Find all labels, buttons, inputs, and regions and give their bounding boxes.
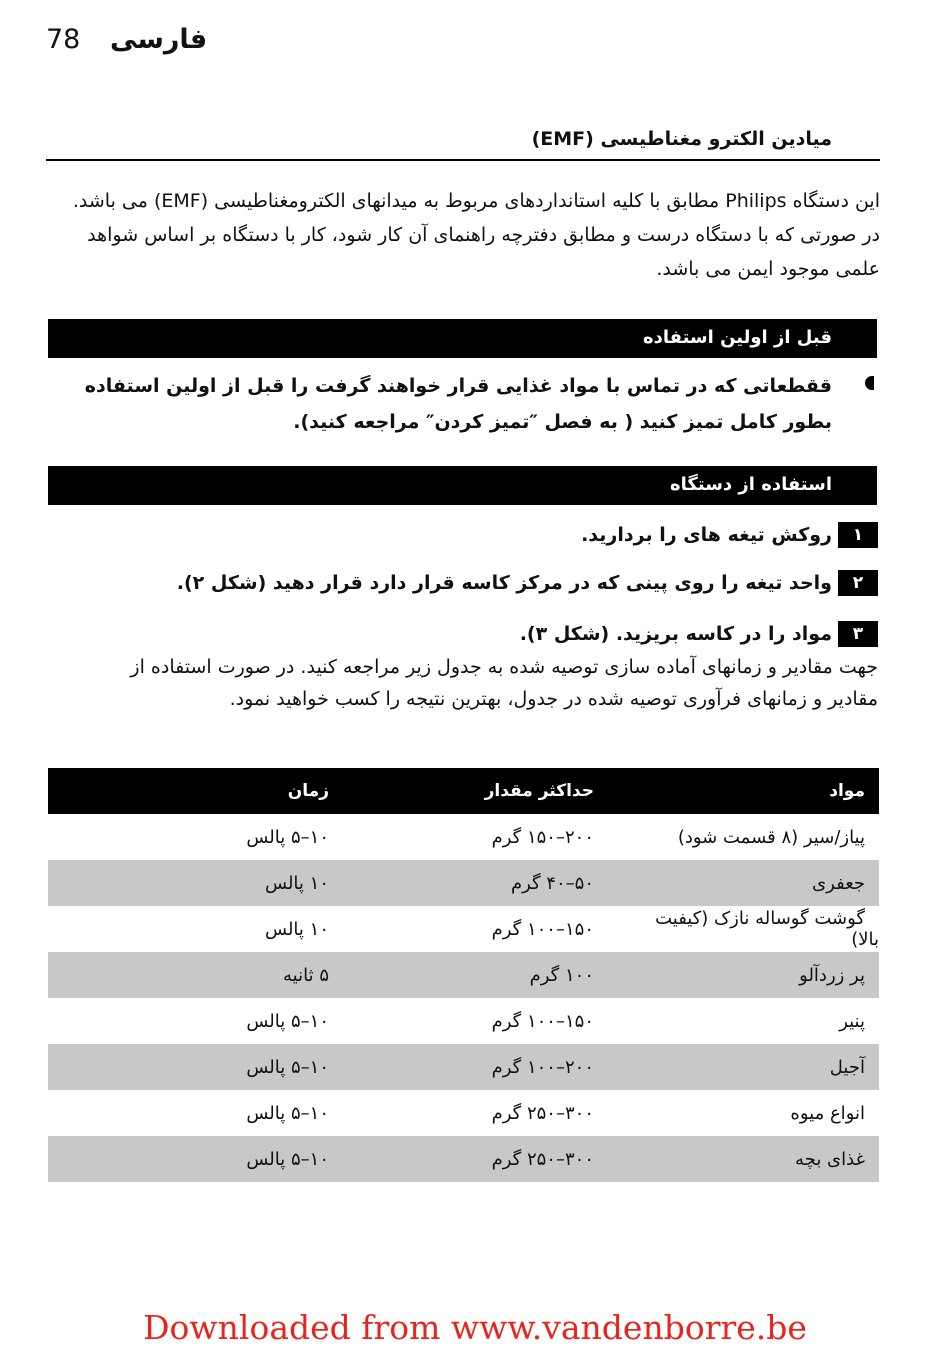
step-number-badge: ۳ (838, 621, 878, 647)
amount-cell: ۱۰۰ گرم (343, 952, 622, 998)
page-number: 78 (46, 24, 81, 55)
time-cell: ۱۰–۵ پالس (246, 1010, 329, 1032)
emf-section-title: میادین الکترو مغناطیسی (EMF) (531, 128, 832, 150)
ingredient-cell: گوشت گوساله نازک (کیفیت بالا) (655, 908, 879, 950)
table-row (48, 1136, 879, 1182)
time-cell: ۱۰–۵ پالس (48, 1044, 343, 1090)
column-header-max-amount: حداکثر مقدار (343, 768, 622, 814)
step-text: روکش تیغه های را بردارید. (581, 524, 832, 546)
ingredient-cell: جعفری (622, 860, 879, 906)
ingredient-cell: پنیر (839, 1010, 865, 1032)
before-first-use-title: قبل از اولین استفاده (643, 327, 832, 348)
amount-cell: ۲۰۰–۱۵۰ گرم (491, 826, 594, 848)
ingredient-cell: آجیل (622, 1044, 879, 1090)
table-row (48, 860, 879, 906)
bullet-icon (865, 376, 874, 390)
step-number-badge: ۱ (838, 522, 878, 548)
ingredient-cell: پر زردآلو (622, 952, 879, 998)
ingredient-cell: انواع میوه (790, 1102, 865, 1124)
table-row (48, 1044, 879, 1090)
before-first-use-bullet: ققطعاتی که در تماس با مواد غذایی قرار خواهند گرفت را قبل از اولین استفاده بطور کامل تمیز کنید ( به فصل ″تمیز کردن″ مراجعه کنید). (84, 375, 832, 433)
instructions-paragraph: جهت مقادیر و زمانهای آماده سازی توصیه شده به جدول زیر مراجعه کنید. در صورت استفاده از مقادیر و زمانهای فرآوری توصیه شده در جدول، بهترین نتیجه را کسب خواهید نمود. (130, 656, 878, 710)
time-cell: ۱۰–۵ پالس (48, 1136, 343, 1182)
time-cell: ۱۰ پالس (48, 860, 343, 906)
time-cell: ۵ ثانیه (48, 952, 343, 998)
language-label: فارسی (110, 24, 208, 55)
amount-cell: ۳۰۰–۲۵۰ گرم (491, 1102, 594, 1124)
amount-cell: ۱۵۰–۱۰۰ گرم (491, 918, 594, 940)
amount-cell: ۲۰۰–۱۰۰ گرم (343, 1044, 622, 1090)
amount-cell: ۳۰۰–۲۵۰ گرم (343, 1136, 622, 1182)
table-row (48, 1090, 879, 1136)
ingredient-cell: پیاز/سیر (۸ قسمت شود) (677, 826, 865, 848)
time-cell: ۱۰–۵ پالس (246, 1102, 329, 1124)
column-header-time: زمان (48, 768, 343, 814)
table-row (48, 952, 879, 998)
emf-paragraph: این دستگاه Philips مطابق با کلیه استانداردهای مربوط به میدانهای الکترومغناطیسی (EMF) می باشد. در صورتی که با دستگاه درست و مطابق دفترچه راهنمای آن کار شود، کار با دستگاه بر اساس شواهد علمی موجود ایمن می باشد. (72, 190, 880, 280)
column-header-ingredient: مواد (622, 768, 879, 814)
step-text: واحد تیغه را روی پینی که در مرکز کاسه قرار دارد قرار دهید (شکل ۲). (176, 572, 832, 594)
amount-cell: ۱۵۰–۱۰۰ گرم (491, 1010, 594, 1032)
using-appliance-heading (48, 466, 877, 505)
ingredient-cell: غذای بچه (622, 1136, 879, 1182)
step-number-badge: ۲ (838, 570, 878, 596)
amount-cell: ۵۰–۴۰ گرم (343, 860, 622, 906)
download-source-footer: Downloaded from www.vandenborre.be (143, 1308, 807, 1347)
page-header (46, 22, 346, 62)
time-cell: ۱۰–۵ پالس (246, 826, 329, 848)
table-header-row (48, 768, 879, 814)
before-first-use-heading (48, 319, 877, 358)
step-text: مواد را در کاسه بریزید. (شکل ۳). (519, 623, 832, 645)
time-cell: ۱۰ پالس (265, 918, 329, 940)
table-row (48, 814, 879, 860)
section-divider (46, 159, 880, 161)
table-row (48, 906, 879, 952)
table-row (48, 998, 879, 1044)
processing-table (48, 768, 879, 1182)
using-appliance-title: استفاده از دستگاه (670, 474, 832, 495)
